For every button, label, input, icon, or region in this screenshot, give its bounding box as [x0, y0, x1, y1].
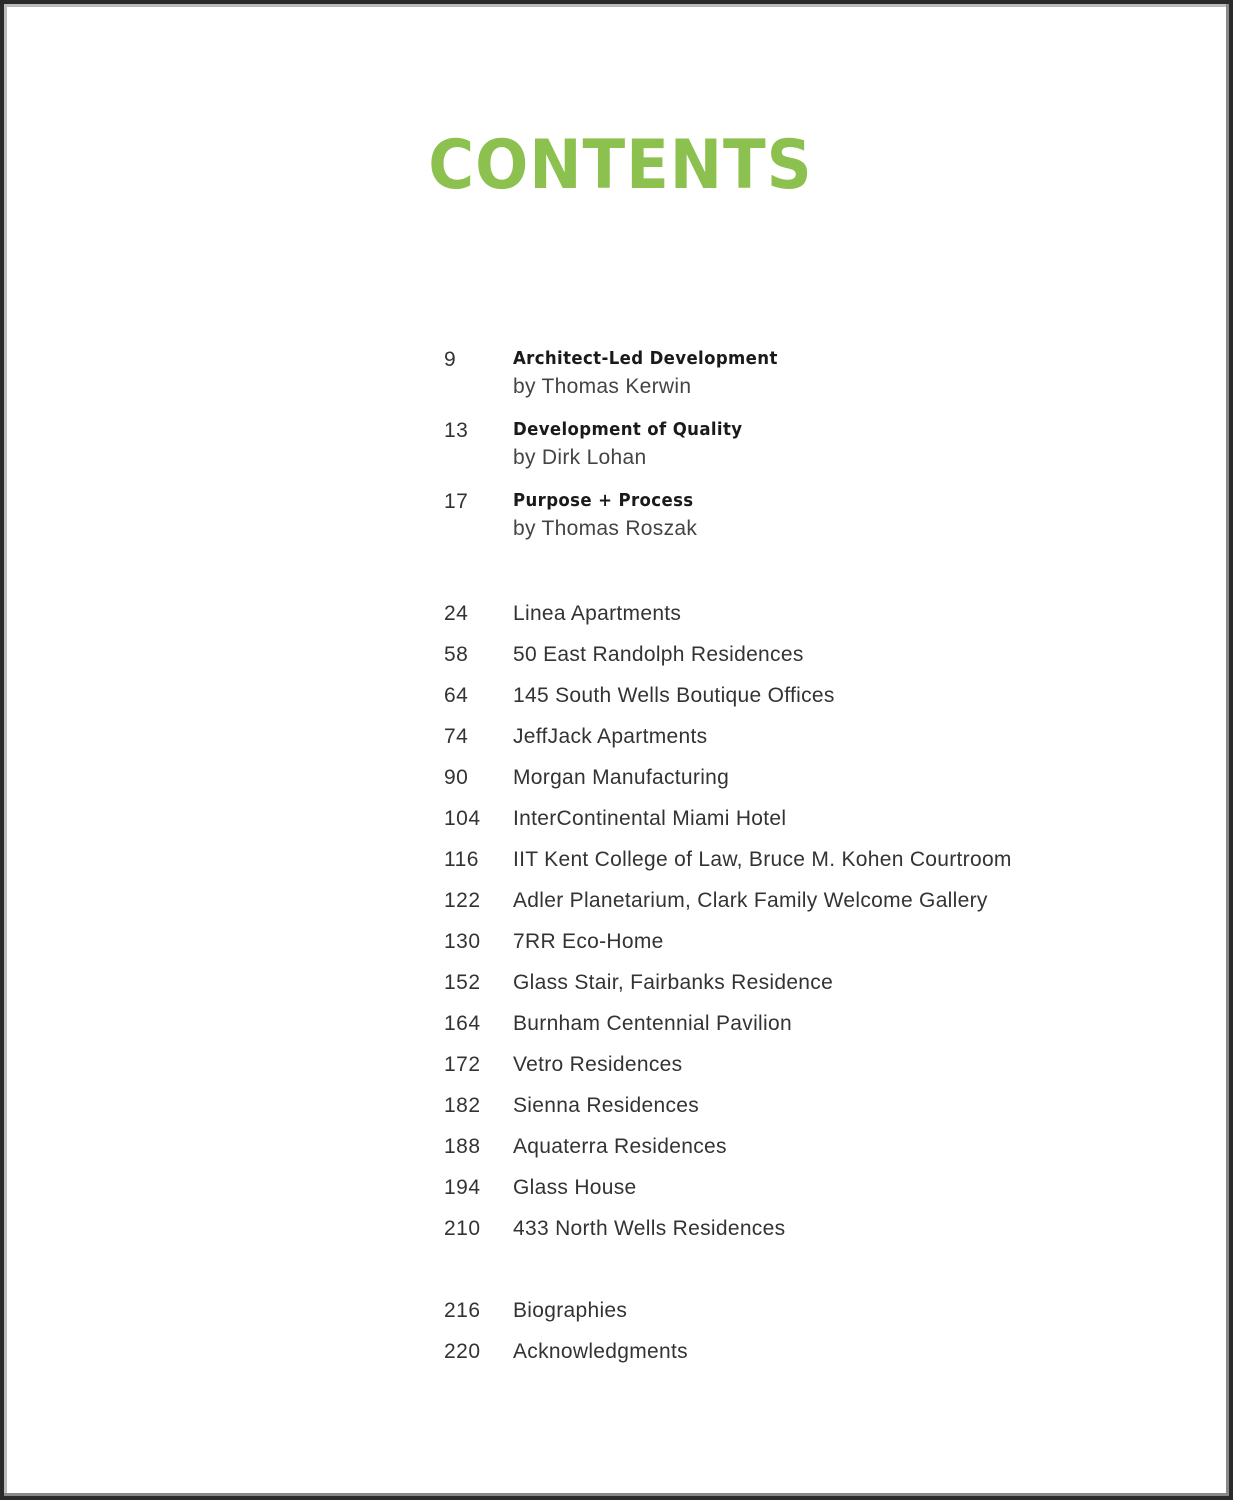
essay-title: Architect-Led Development: [513, 348, 778, 369]
page-number: 13: [444, 419, 469, 442]
project-title: Adler Planetarium, Clark Family Welcome Gallery: [513, 889, 988, 912]
project-title: Morgan Manufacturing: [513, 766, 730, 789]
page-number: 116: [444, 848, 479, 871]
page-number: 9: [444, 348, 457, 371]
essay-author: by Dirk Lohan: [513, 446, 647, 469]
project-title: 433 North Wells Residences: [513, 1217, 786, 1240]
page-number: 130: [444, 930, 481, 953]
page-number: 152: [444, 971, 481, 994]
page-title: CONTENTS: [428, 126, 813, 205]
page-number: 216: [444, 1299, 481, 1322]
project-title: Burnham Centennial Pavilion: [513, 1012, 792, 1035]
page-number: 64: [444, 684, 469, 707]
page-number: 74: [444, 725, 469, 748]
project-title: InterContinental Miami Hotel: [513, 807, 787, 830]
page-number: 122: [444, 889, 481, 912]
page-number: 24: [444, 602, 469, 625]
project-title: IIT Kent College of Law, Bruce M. Kohen Courtroom: [513, 848, 1012, 871]
page-number: 104: [444, 807, 481, 830]
essay-title: Development of Quality: [513, 419, 743, 440]
page-number: 90: [444, 766, 469, 789]
essay-author: by Thomas Kerwin: [513, 375, 692, 398]
page-number: 194: [444, 1176, 481, 1199]
project-title: 145 South Wells Boutique Offices: [513, 684, 835, 707]
essay-title: Purpose + Process: [513, 490, 694, 511]
essay-author: by Thomas Roszak: [513, 517, 698, 540]
backmatter-title: Acknowledgments: [513, 1340, 688, 1363]
backmatter-title: Biographies: [513, 1299, 628, 1322]
page-number: 182: [444, 1094, 481, 1117]
project-title: Linea Apartments: [513, 602, 682, 625]
project-title: JeffJack Apartments: [513, 725, 708, 748]
project-title: Sienna Residences: [513, 1094, 700, 1117]
page-number: 210: [444, 1217, 481, 1240]
project-title: Glass House: [513, 1176, 637, 1199]
project-title: 7RR Eco-Home: [513, 930, 664, 953]
page-number: 17: [444, 490, 469, 513]
page-number: 164: [444, 1012, 481, 1035]
page-number: 220: [444, 1340, 481, 1363]
page-number: 188: [444, 1135, 481, 1158]
project-title: Aquaterra Residences: [513, 1135, 727, 1158]
project-title: Glass Stair, Fairbanks Residence: [513, 971, 834, 994]
page-number: 58: [444, 643, 469, 666]
page-number: 172: [444, 1053, 481, 1076]
project-title: Vetro Residences: [513, 1053, 683, 1076]
project-title: 50 East Randolph Residences: [513, 643, 804, 666]
